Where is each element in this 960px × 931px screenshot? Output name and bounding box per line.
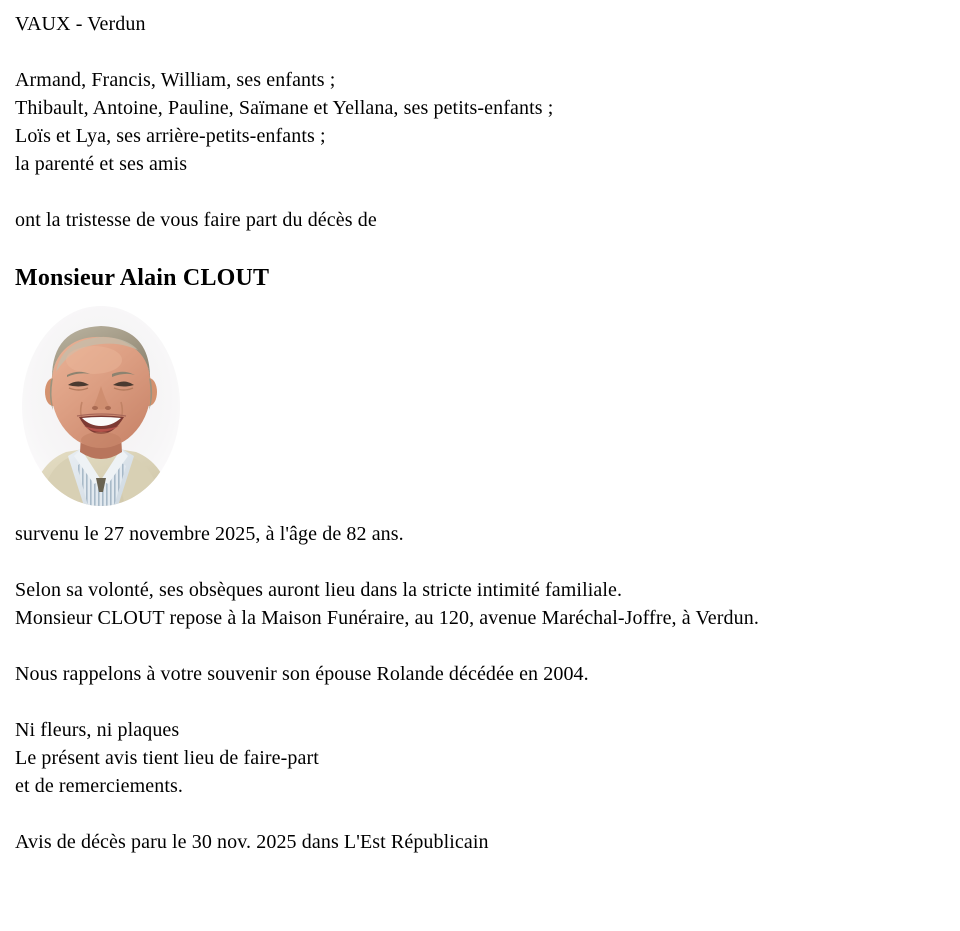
locality-line: VAUX - Verdun — [15, 13, 146, 35]
spacer — [15, 688, 960, 716]
deceased-portrait — [22, 306, 180, 506]
spacer — [15, 548, 960, 576]
funeral-line-2: Monsieur CLOUT repose à la Maison Funéraire, au 120, avenue Maréchal-Joffre, à Verdun. — [15, 607, 759, 629]
deceased-name: Monsieur Alain CLOUT — [15, 265, 270, 291]
grandchildren-line: Thibault, Antoine, Pauline, Saïmane et Yellana, ses petits-enfants ; — [15, 97, 554, 119]
relatives-line: la parenté et ses amis — [15, 153, 188, 175]
portrait-photo — [22, 306, 180, 506]
publication-line: Avis de décès paru le 30 nov. 2025 dans L'Est Républicain — [15, 831, 489, 853]
spacer — [15, 234, 960, 262]
spacer — [15, 178, 960, 206]
spacer — [15, 38, 960, 66]
spacer — [15, 632, 960, 660]
spacer — [15, 506, 960, 520]
remembrance-line: Nous rappelons à votre souvenir son épouse Rolande décédée en 2004. — [15, 663, 589, 685]
funeral-line-1: Selon sa volonté, ses obsèques auront lieu dans la stricte intimité familiale. — [15, 579, 623, 601]
instructions-line-3: et de remerciements. — [15, 775, 184, 797]
great-grandchildren-line: Loïs et Lya, ses arrière-petits-enfants ; — [15, 125, 326, 147]
instructions-line-1: Ni fleurs, ni plaques — [15, 719, 180, 741]
instructions-line-2: Le présent avis tient lieu de faire-part — [15, 747, 319, 769]
spacer — [15, 800, 960, 828]
children-line: Armand, Francis, William, ses enfants ; — [15, 69, 336, 91]
death-date-line: survenu le 27 novembre 2025, à l'âge de 82 ans. — [15, 523, 404, 545]
announcement-line: ont la tristesse de vous faire part du décès de — [15, 209, 377, 231]
